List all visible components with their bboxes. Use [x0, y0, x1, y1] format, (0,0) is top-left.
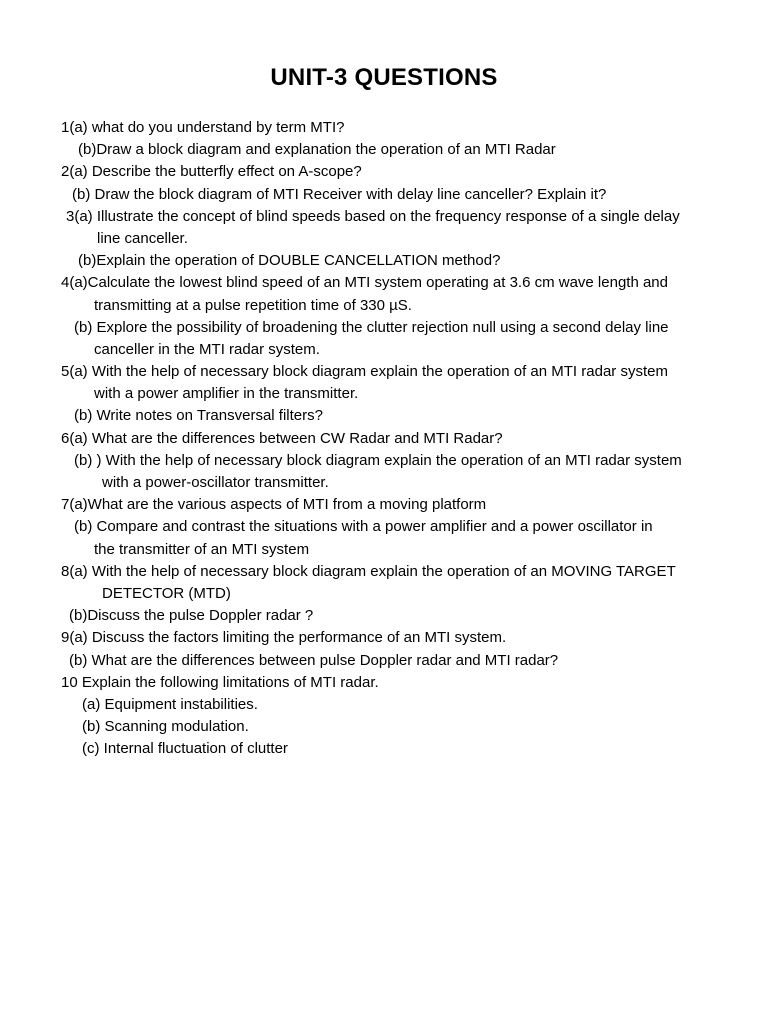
question-line-13: with a power amplifier in the transmitter.: [94, 385, 359, 403]
question-line-14: (b) Write notes on Transversal filters?: [74, 407, 323, 425]
question-line-4: (b) Draw the block diagram of MTI Receiver with delay line canceller? Explain it?: [72, 185, 607, 203]
question-line-19: (b) Compare and contrast the situations with a power amplifier and a power oscillator in: [74, 518, 653, 536]
question-line-26: 10 Explain the following limitations of MTI radar.: [61, 673, 379, 691]
question-line-2: (b)Draw a block diagram and explanation the operation of an MTI Radar: [78, 141, 556, 159]
question-list: [0, 117, 768, 760]
question-line-6: line canceller.: [97, 229, 188, 247]
question-line-3: 2(a) Describe the butterfly effect on A-scope?: [61, 163, 362, 181]
question-line-15: 6(a) What are the differences between CW Radar and MTI Radar?: [61, 429, 503, 447]
question-line-16: (b) ) With the help of necessary block diagram explain the operation of an MTI radar system: [74, 451, 682, 469]
question-line-10: (b) Explore the possibility of broadening the clutter rejection null using a second delay line: [74, 318, 669, 336]
question-line-20: the transmitter of an MTI system: [94, 540, 310, 558]
page-title: UNIT-3 QUESTIONS: [270, 64, 498, 91]
question-line-17: with a power-oscillator transmitter.: [102, 474, 329, 491]
question-line-24: 9(a) Discuss the factors limiting the performance of an MTI system.: [61, 629, 507, 647]
question-line-5: 3(a) Illustrate the concept of blind speeds based on the frequency response of a single delay: [66, 207, 680, 225]
question-line-11: canceller in the MTI radar system.: [94, 340, 320, 358]
question-line-27: (a) Equipment instabilities.: [82, 695, 258, 713]
question-line-23: (b)Discuss the pulse Doppler radar ?: [69, 607, 314, 625]
question-line-21: 8(a) With the help of necessary block diagram explain the operation of an MOVING TARGET: [61, 562, 676, 580]
question-line-22: DETECTOR (MTD): [102, 584, 231, 602]
question-line-8: 4(a)Calculate the lowest blind speed of an MTI system operating at 3.6 cm wave length and: [61, 274, 668, 292]
question-line-18: 7(a)What are the various aspects of MTI from a moving platform: [61, 496, 487, 514]
question-line-28: (b) Scanning modulation.: [82, 718, 249, 736]
question-line-7: (b)Explain the operation of DOUBLE CANCELLATION method?: [78, 252, 501, 270]
question-line-29: (c) Internal fluctuation of clutter: [82, 740, 288, 758]
question-line-1: 1(a) what do you understand by term MTI?: [61, 119, 345, 136]
question-line-9: transmitting at a pulse repetition time of 330 µS.: [94, 296, 412, 314]
question-line-25: (b) What are the differences between pulse Doppler radar and MTI radar?: [69, 651, 559, 669]
question-line-12: 5(a) With the help of necessary block diagram explain the operation of an MTI radar system: [61, 363, 668, 381]
